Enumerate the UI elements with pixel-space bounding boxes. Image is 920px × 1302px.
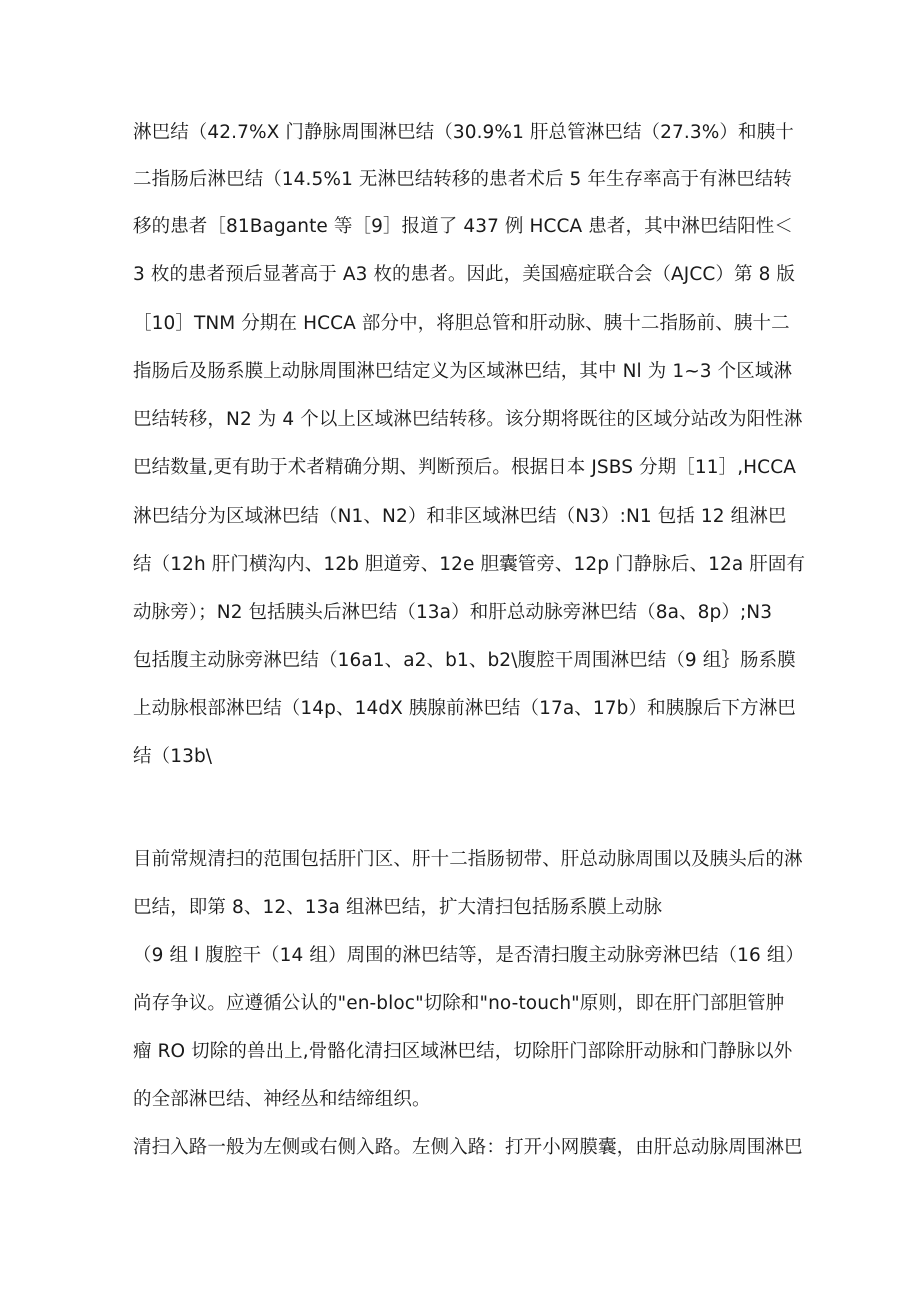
paragraph-1-line-8: 巴结数量,更有助于术者精确分期、判断预后。根据日本 JSBS 分期［11］,HCCA [133,457,796,478]
paragraph-2-line-2: 巴结，即第 8、12、13a 组淋巴结，扩大清扫包括肠系膜上动脉 [133,897,663,918]
paragraph-1-line-3: 移的患者［81Bagante 等［9］报道了 437 例 HCCA 患者，其中淋巴结阳性＜ [133,216,793,237]
paragraph-1-line-11: 动脉旁）；N2 包括胰头后淋巴结（13a）和肝总动脉旁淋巴结（8a、8p）;N3 [133,602,773,623]
paragraph-1-line-4: 3 枚的患者预后显著高于 A3 枚的患者。因此，美国癌症联合会（AJCC）第 8 版 [133,264,796,285]
paragraph-3-line-1: 清扫入路一般为左侧或右侧入路。左侧入路：打开小网膜囊，由肝总动脉周围淋巴 [133,1137,803,1158]
paragraph-1-line-6: 指肠后及肠系膜上动脉周围淋巴结定义为区域淋巴结，其中 Nl 为 1~3 个区域淋 [133,361,793,382]
paragraph-1-line-2: 二指肠后淋巴结（14.5%1 无淋巴结转移的患者术后 5 年生存率高于有淋巴结转 [133,169,792,190]
paragraph-2-line-1: 目前常规清扫的范围包括肝门区、肝十二指肠韧带、肝总动脉周围以及胰头后的淋 [133,849,803,870]
paragraph-1-line-5: ［10］TNM 分期在 HCCA 部分中，将胆总管和肝动脉、胰十二指肠前、胰十二 [133,313,790,334]
paragraph-2-line-4: 尚存争议。应遵循公认的"en-bloc"切除和"no-touch"原则，即在肝门部胆管肿 [133,993,785,1014]
paragraph-1-line-13: 上动脉根部淋巴结（14p、14dX 胰腺前淋巴结（17a、17b）和胰腺后下方淋巴 [133,698,796,719]
paragraph-2-line-5: 瘤 RO 切除的兽出上,骨骼化清扫区域淋巴结，切除肝门部除肝动脉和门静脉以外 [133,1041,793,1062]
paragraph-2-line-6: 的全部淋巴结、神经丛和结缔组织。 [133,1089,431,1110]
paragraph-1-line-7: 巴结转移，N2 为 4 个以上区域淋巴结转移。该分期将既往的区域分站改为阳性淋 [133,409,803,430]
paragraph-1-line-14: 结（13b\ [133,746,213,767]
paragraph-2-line-3: （9 组 l 腹腔干（14 组）周围的淋巴结等，是否清扫腹主动脉旁淋巴结（16 组） [133,945,805,966]
paragraph-1-line-1: 淋巴结（42.7%X 门静脉周围淋巴结（30.9%1 肝总管淋巴结（27.3%）和胰十 [133,122,794,143]
paragraph-1-line-10: 结（12h 肝门横沟内、12b 胆道旁、12e 胆囊管旁、12p 门静脉后、12a 肝固有 [133,554,806,575]
paragraph-1-line-12: 包括腹主动脉旁淋巴结（16a1、a2、b1、b2\腹腔干周围淋巴结（9 组｝肠系膜 [133,650,796,671]
paragraph-1-line-9: 淋巴结分为区域淋巴结（N1、N2）和非区域淋巴结（N3）:N1 包括 12 组淋巴 [133,506,787,527]
